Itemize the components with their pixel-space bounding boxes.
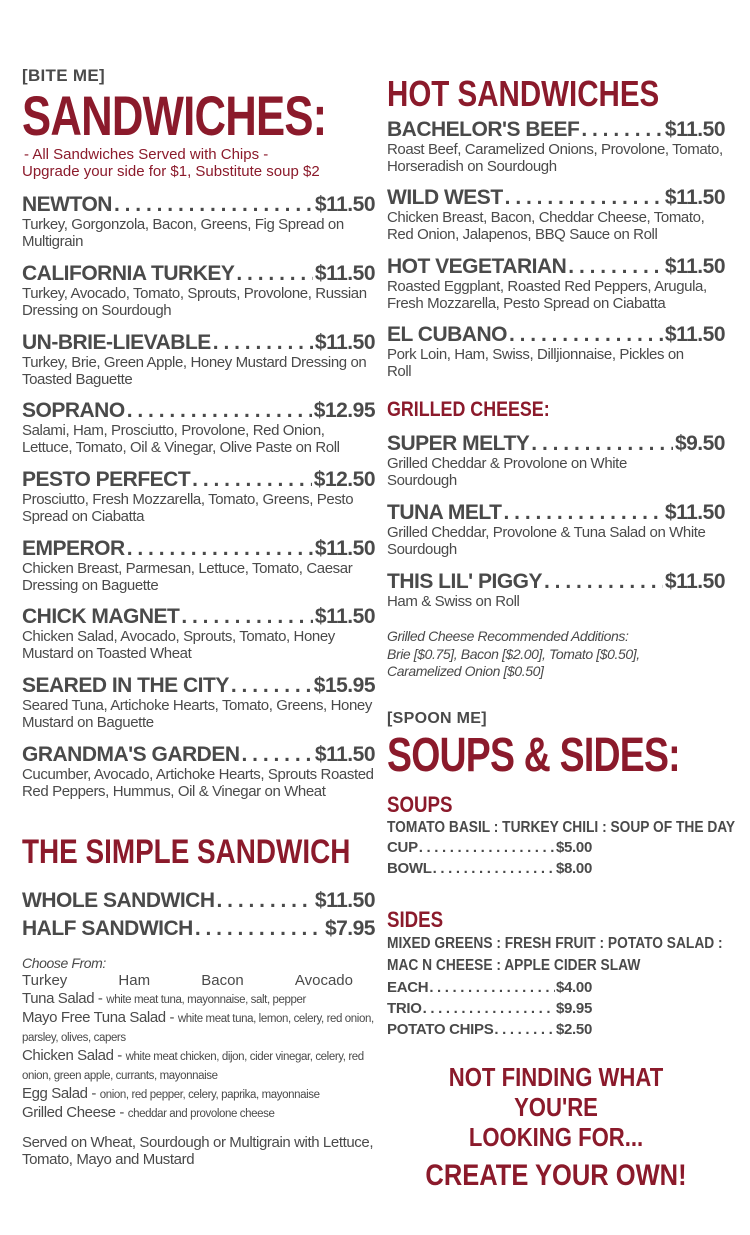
item-name: NEWTON [22, 193, 112, 216]
served-note: Served on Wheat, Sourdough or Multigrain with Lettuce, Tomato, Mayo and Mustard [22, 1134, 374, 1168]
item-description: Turkey, Avocado, Tomato, Sprouts, Provolone, Russian Dressing on Sourdough [22, 285, 367, 319]
sandwiches-title: SANDWICHES: [22, 84, 327, 147]
menu-item-pesto-perfect [22, 469, 375, 525]
soups-list: TOMATO BASIL : TURKEY CHILI : SOUP OF THE DAY [387, 819, 736, 836]
item-description: Chicken Salad, Avocado, Sprouts, Tomato, Honey Mustard on Toasted Wheat [22, 628, 335, 662]
menu-item-newton [22, 194, 375, 250]
side-name: EACH [387, 979, 429, 996]
item-description: Grilled Cheddar, Provolone & Tuna Salad on White Sourdough [387, 524, 706, 558]
sandwich-note-2: Upgrade your side for $1, Substitute soup $2 [22, 163, 320, 180]
menu-item-el-cubano [387, 324, 725, 380]
soup-size: CUP [387, 839, 418, 856]
filling-detail: white meat chicken, dijon, cider vinegar, celery, red onion, green apple, currants, mayonnaise [22, 1051, 364, 1082]
item-name: SUPER MELTY [387, 432, 530, 455]
item-description: Grilled Cheddar & Provolone on White Sourdough [387, 455, 627, 489]
choose-option: Bacon [201, 972, 244, 989]
filling-name: Mayo Free Tuna Salad - [22, 1009, 178, 1026]
item-name: PESTO PERFECT [22, 468, 191, 491]
menu-item-this-lil-piggy [387, 571, 725, 610]
choose-option: Turkey [22, 972, 68, 989]
item-name: CALIFORNIA TURKEY [22, 262, 235, 285]
side-price-list [387, 980, 592, 1037]
soup-price: $8.00 [555, 860, 592, 877]
side-price: $2.50 [555, 1021, 592, 1038]
soups-sides-title: SOUPS & SIDES: [387, 729, 680, 782]
filling-name: Chicken Salad - [22, 1047, 126, 1064]
choose-option: Avocado [294, 972, 353, 989]
additions-title: Grilled Cheese Recommended Additions: [387, 628, 629, 644]
filling-detail: white meat tuna, mayonnaise, salt, pepper [106, 994, 306, 1006]
item-description: Chicken Breast, Parmesan, Lettuce, Tomato, Caesar Dressing on Baguette [22, 560, 353, 594]
menu-item-bachelors-beef [387, 119, 725, 175]
cta-line-3: CREATE YOUR OWN! [425, 1158, 687, 1192]
item-name: BACHELOR'S BEEF [387, 118, 580, 141]
spoon-me-tag: [SPOON ME] [387, 710, 487, 727]
side-price: $9.95 [555, 1000, 592, 1017]
menu-item-super-melty [387, 433, 725, 489]
item-price: $11.50 [664, 323, 725, 346]
item-name: CHICK MAGNET [22, 605, 180, 628]
filling-name: Grilled Cheese - [22, 1104, 128, 1121]
menu-item-un-brie-lievable [22, 332, 375, 388]
filling-item [22, 1085, 375, 1104]
item-price: $11.50 [314, 537, 375, 560]
sides-title: SIDES [387, 907, 444, 932]
item-name: WHOLE SANDWICH [22, 889, 215, 912]
item-price: $12.95 [313, 399, 375, 422]
item-description: Turkey, Brie, Green Apple, Honey Mustard Dressing on Toasted Baguette [22, 354, 367, 388]
item-price: $11.50 [664, 118, 725, 141]
item-description: Chicken Breast, Bacon, Cheddar Cheese, Tomato, Red Onion, Jalapenos, BBQ Sauce on Roll [387, 209, 705, 243]
additions-list: Brie [$0.75], Bacon [$2.00], Tomato [$0.50], Caramelized Onion [$0.50] [387, 646, 640, 679]
menu-item-tuna-melt [387, 502, 725, 558]
menu-item-chick-magnet [22, 606, 375, 662]
item-price: $11.50 [314, 605, 375, 628]
filling-item [22, 1104, 375, 1123]
item-name: SEARED IN THE CITY [22, 674, 229, 697]
filling-detail: cheddar and provolone cheese [127, 1108, 275, 1120]
filling-item [22, 990, 375, 1009]
sides-list-2: MAC N CHEESE : APPLE CIDER SLAW [387, 957, 641, 974]
item-price: $11.50 [664, 255, 725, 278]
item-price: $11.50 [314, 331, 375, 354]
soup-price: $5.00 [555, 839, 592, 856]
soups-title: SOUPS [387, 792, 453, 817]
item-description: Ham & Swiss on Roll [387, 593, 520, 610]
menu-item-emperor [22, 538, 375, 594]
choose-option: Ham [118, 972, 151, 989]
cta-line-2: LOOKING FOR... [468, 1121, 644, 1152]
item-name: GRANDMA'S GARDEN [22, 743, 240, 766]
sides-list-1: MIXED GREENS : FRESH FRUIT : POTATO SALAD : [387, 935, 723, 952]
sandwich-note-1: - All Sandwiches Served with Chips - [24, 146, 269, 163]
grilled-cheese-title: GRILLED CHEESE: [387, 398, 550, 421]
menu-item-california-turkey [22, 263, 375, 319]
menu-item-grandmas-garden [22, 744, 375, 800]
filling-name: Egg Salad - [22, 1085, 100, 1102]
menu-item-seared-in-the-city [22, 675, 375, 731]
item-name: HALF SANDWICH [22, 917, 193, 940]
filling-item [22, 1009, 375, 1047]
item-price: $11.50 [664, 501, 725, 524]
create-your-own-callout [387, 1063, 725, 1193]
filling-detail: white meat tuna, lemon, celery, red onion, parsley, olives, capers [22, 1013, 374, 1044]
filling-detail: onion, red pepper, celery, paprika, mayonnaise [99, 1089, 320, 1101]
item-price: $11.50 [664, 570, 725, 593]
item-description: Roast Beef, Caramelized Onions, Provolone, Tomato, Horseradish on Sourdough [387, 141, 723, 175]
item-description: Cucumber, Avocado, Artichoke Hearts, Sprouts Roasted Red Peppers, Hummus, Oil & Vinegar on Wheat [22, 766, 374, 800]
item-price: $9.50 [674, 432, 725, 455]
simple-sandwich-title: THE SIMPLE SANDWICH [22, 833, 351, 871]
item-name: THIS LIL' PIGGY [387, 570, 543, 593]
item-price: $11.50 [314, 193, 375, 216]
item-name: SOPRANO [22, 399, 125, 422]
item-description: Roasted Eggplant, Roasted Red Peppers, Arugula, Fresh Mozzarella, Pesto Spread on Ciabatta [387, 278, 707, 312]
side-price: $4.00 [555, 979, 592, 996]
choose-row [22, 972, 353, 989]
item-description: Pork Loin, Ham, Swiss, Dilljionnaise, Pickles on Roll [387, 346, 684, 380]
menu-item-whole-sandwich [22, 890, 375, 911]
menu-item-half-sandwich [22, 918, 375, 939]
cta-line-1: NOT FINDING WHAT YOU'RE [448, 1062, 664, 1122]
item-description: Turkey, Gorgonzola, Bacon, Greens, Fig Spread on Multigrain [22, 216, 344, 250]
item-price: $11.50 [314, 743, 375, 766]
item-price: $15.95 [313, 674, 375, 697]
hot-sandwiches-title: HOT SANDWICHES [387, 73, 660, 114]
menu-item-hot-vegetarian [387, 256, 725, 312]
item-name: TUNA MELT [387, 501, 502, 524]
item-description: Seared Tuna, Artichoke Hearts, Tomato, Greens, Honey Mustard on Baguette [22, 697, 372, 731]
item-name: HOT VEGETARIAN [387, 255, 567, 278]
item-price: $11.50 [314, 262, 375, 285]
side-name: TRIO [387, 1000, 422, 1017]
item-price: $11.50 [314, 889, 375, 912]
menu-item-soprano [22, 400, 375, 456]
bite-me-tag: [BITE ME] [22, 66, 105, 85]
item-price: $12.50 [313, 468, 375, 491]
choose-from-label: Choose From: [22, 955, 106, 971]
item-price: $11.50 [664, 186, 725, 209]
item-name: WILD WEST [387, 186, 503, 209]
filling-item [22, 1047, 375, 1085]
filling-name: Tuna Salad - [22, 990, 107, 1007]
item-description: Salami, Ham, Prosciutto, Provolone, Red Onion, Lettuce, Tomato, Oil & Vinegar, Olive Paste on Roll [22, 422, 340, 456]
filling-list [22, 990, 375, 1123]
item-price: $7.95 [324, 917, 375, 940]
soup-size: BOWL [387, 860, 432, 877]
side-name: POTATO CHIPS [387, 1021, 494, 1038]
item-name: EMPEROR [22, 537, 125, 560]
soup-price-list [387, 840, 592, 876]
item-name: EL CUBANO [387, 323, 507, 346]
item-description: Prosciutto, Fresh Mozzarella, Tomato, Greens, Pesto Spread on Ciabatta [22, 491, 354, 525]
item-name: UN-BRIE-LIEVABLE [22, 331, 211, 354]
menu-item-wild-west [387, 187, 725, 243]
